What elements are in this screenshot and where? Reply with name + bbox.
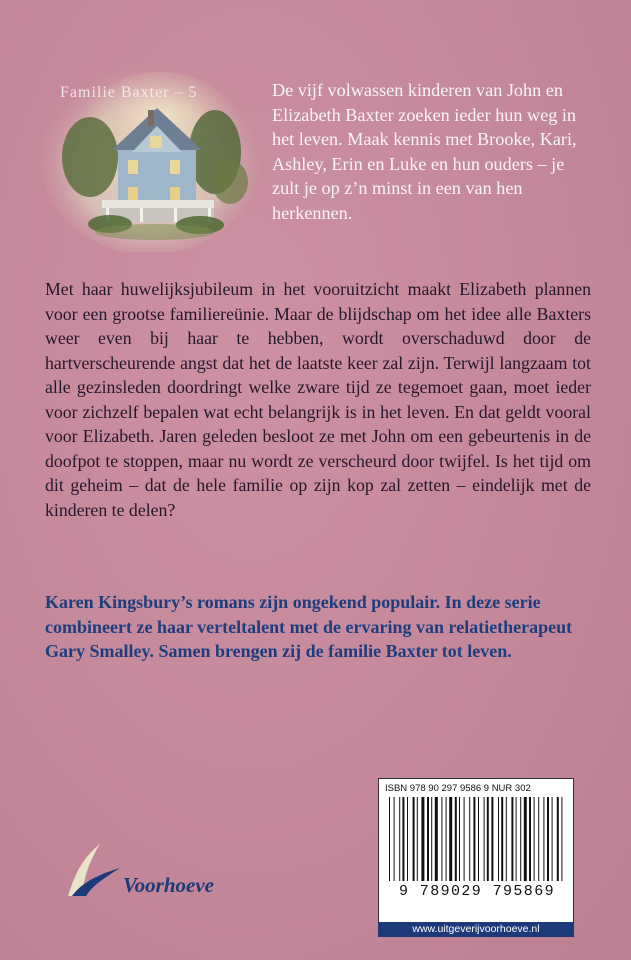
barcode-bar	[524, 797, 527, 881]
barcode-bar	[435, 797, 438, 881]
barcode-bar	[399, 797, 400, 881]
isbn-line: ISBN 978 90 297 9586 9 NUR 302	[385, 783, 531, 794]
series-title: Familie Baxter – 5	[60, 84, 198, 101]
barcode-bar	[431, 797, 432, 881]
barcode-bar	[407, 797, 408, 881]
barcode-bar	[484, 797, 485, 881]
barcode-bar	[529, 797, 531, 881]
house-illustration	[40, 52, 260, 252]
teaser-text: De vijf volwassen kinderen van John en Elizabeth Baxter zoeken ieder hun weg in het leven. Maak kennis met Brooke, Kari, Ashley, Erin en Luke en hun ouders – je zult je op z’n minst in een van hen herkennen.	[272, 80, 577, 223]
publisher-name: Voorhoeve	[123, 873, 214, 897]
barcode-bar	[543, 797, 544, 881]
barcode-bar	[402, 797, 404, 881]
barcode-bar	[446, 797, 447, 881]
barcode-bar	[394, 797, 395, 881]
barcode-bar	[520, 797, 521, 881]
barcode-digits: 9 789029 795869	[398, 883, 556, 900]
barcode-bar	[469, 797, 470, 881]
barcode-bar	[389, 797, 390, 881]
barcode-bar	[516, 797, 517, 881]
barcode-bar	[427, 797, 429, 881]
author-blurb: Karen Kingsbury’s romans zijn ongekend populair. In deze serie combineert ze haar verteltalent met de ervaring van relatietherapeut Gary Smalley. Samen brengen zij de familie Baxter tot leven.	[45, 592, 573, 661]
barcode-bars	[383, 797, 569, 883]
barcode-bar	[473, 797, 475, 881]
barcode-bar	[547, 797, 549, 881]
barcode-bar	[498, 797, 499, 881]
barcode-bar	[511, 797, 513, 881]
barcode-bar	[449, 797, 452, 881]
barcode-bar	[413, 797, 415, 881]
barcode-bar	[506, 797, 507, 881]
barcode-bar	[417, 797, 418, 881]
barcode-bar	[534, 797, 535, 881]
barcode-bar	[478, 797, 479, 881]
barcode-bar	[561, 797, 562, 881]
barcode-bar	[487, 797, 489, 881]
barcode-bar	[421, 797, 424, 881]
barcode-bar	[455, 797, 457, 881]
barcode-bar	[538, 797, 539, 881]
synopsis-text: Met haar huwelijksjubileum in het vooruitzicht maakt Elizabeth plannen voor een grootse familiereünie. Maar de blijdschap om het idee alle Baxters weer even bij haar te hebben, wordt overschaduwd door de hartverscheurende angst dat het de laatste keer zal zijn. Terwijl langzaam tot alle gezinsleden doordringt welke zware tijd ze tegemoet gaan, moet ieder voor zichzelf bepalen wat echt belangrijk is in het leven. En dat geldt vooral voor Elizabeth. Jaren geleden besloot ze met John om een gebeurtenis in de doofpot te stoppen, maar nu wordt ze verscheurd door twijfel. Is het tijd om dit geheim – dat de hele familie op zijn kop zal zetten – eindelijk met de kinderen te delen?	[45, 279, 591, 520]
barcode	[378, 778, 574, 924]
barcode-bar	[557, 797, 559, 881]
barcode-bar	[441, 797, 442, 881]
barcode-bar	[552, 797, 553, 881]
publisher-url: www.uitgeverijvoorhoeve.nl	[378, 922, 574, 937]
barcode-bar	[464, 797, 465, 881]
barcode-bar	[501, 797, 503, 881]
barcode-bar	[491, 797, 493, 881]
barcode-bar	[459, 797, 460, 881]
